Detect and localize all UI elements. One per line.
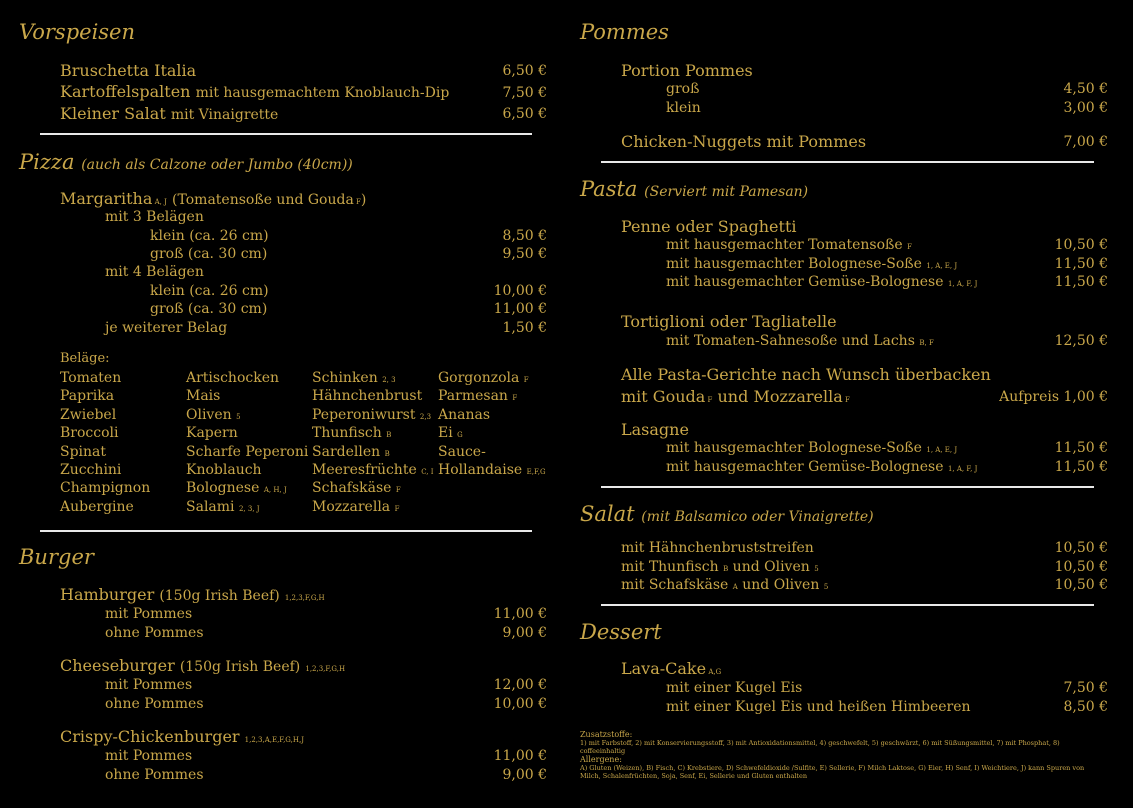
burger-price: 10,00 €	[493, 695, 547, 712]
burger-item: Crispy-Chickenburger 1,2,3,A,E,F,G,H,J	[60, 727, 305, 746]
dessert-item: Lava-Cake A,G	[621, 659, 722, 678]
vorspeisen-title: Vorspeisen	[19, 20, 136, 44]
pizza-margaritha: Margaritha A, J (Tomatensoße und Gouda F)	[60, 189, 367, 208]
nuggets-item: Chicken-Nuggets mit Pommes	[621, 132, 867, 151]
pasta-option: mit hausgemachter Bolognese-Soße 1, A, E, J	[666, 440, 958, 456]
burger-option: mit Pommes	[105, 748, 193, 764]
topping-item: Schinken 2, 3	[312, 370, 396, 386]
allergen-text: A) Gluten (Weizen), B) Fisch, C) Krebstiere, D) Schwefeldioxide /Sulfite, E) Sellerie, F) Milch Laktose, G) Eier, H) Senf, I) Weichtiere, J) kann Spuren von Milch, Schalenfrüchten, Soja, Senf, Ei, Sellerie und Gluten enthalten	[580, 764, 1085, 780]
vorspeisen-price: 7,50 €	[502, 85, 547, 101]
pommes-size: groß	[666, 81, 700, 97]
topping-item: Parmesan F	[438, 388, 518, 405]
salat-price: 10,50 €	[1054, 577, 1108, 593]
salat-price: 10,50 €	[1054, 540, 1108, 556]
salat-item: mit Thunfisch B und Oliven 5	[621, 558, 819, 575]
divider	[601, 604, 1094, 606]
burger-price: 12,00 €	[493, 677, 547, 693]
topping-item: Paprika	[60, 388, 115, 405]
pasta-option: mit hausgemachter Gemüse-Bolognese 1, A, F, J	[666, 274, 978, 290]
dessert-price: 8,50 €	[1063, 698, 1108, 715]
vorspeisen-price: 6,50 €	[502, 63, 547, 79]
pizza-price: 11,00 €	[493, 301, 547, 317]
nuggets-price: 7,00 €	[1063, 134, 1108, 150]
topping-item: Tomaten	[60, 370, 122, 386]
toppings-title: Beläge:	[60, 351, 110, 366]
pizza-price: 10,00 €	[493, 283, 547, 299]
pizza-size: klein (ca. 26 cm)	[150, 228, 269, 244]
pasta-option: mit hausgemachter Bolognese-Soße 1, A, E, J	[666, 255, 958, 272]
topping-item: Aubergine	[60, 498, 134, 515]
pommes-price: 4,50 €	[1063, 81, 1108, 97]
zusatz-text: 1) mit Farbstoff, 2) mit Konservierungsstoff, 3) mit Antioxidationsmittel, 4) geschwefelt, 5) geschwärzt, 6) mit Süßungsmittel, 7) mit Phosphat, 8) coffeeinhaltig	[580, 739, 1060, 755]
dessert-title: Dessert	[580, 620, 662, 644]
topping-item: Thunfisch B	[312, 425, 392, 442]
allergen-title: Allergene:	[580, 755, 622, 764]
topping-item: Artischocken	[186, 370, 280, 386]
pizza-title: Pizza (auch als Calzone oder Jumbo (40cm))	[19, 150, 353, 174]
pasta-ueberbacken-line2: mit Gouda F und Mozzarella F	[621, 387, 850, 406]
pommes-title: Pommes	[580, 20, 669, 44]
topping-item: Hähnchenbrust	[312, 388, 423, 405]
topping-item: Ananas	[438, 406, 491, 423]
vorspeisen-item: Bruschetta Italia	[60, 61, 197, 80]
topping-item: Hollandaise E,F,G	[438, 462, 546, 478]
pommes-size: klein	[666, 100, 701, 116]
burger-item: Hamburger (150g Irish Beef) 1,2,3,F,G,H	[60, 585, 325, 604]
pasta-price: 10,50 €	[1054, 237, 1108, 253]
burger-price: 11,00 €	[493, 606, 547, 622]
vorspeisen-item: Kartoffelspalten mit hausgemachtem Knoblauch-Dip	[60, 82, 450, 101]
pasta-title: Pasta (Serviert mit Pamesan)	[580, 177, 809, 201]
pizza-price: 9,50 €	[502, 246, 547, 262]
topping-item: Zwiebel	[60, 406, 117, 423]
divider	[601, 486, 1094, 488]
pasta-price: 11,50 €	[1054, 458, 1108, 475]
pasta-lasagne: Lasagne	[621, 420, 689, 439]
topping-item: Mais	[186, 388, 221, 405]
pizza-group-label: mit 3 Belägen	[105, 209, 204, 225]
topping-item: Ei G	[438, 425, 463, 442]
vorspeisen-price: 6,50 €	[502, 106, 547, 122]
pizza-group-label: mit 4 Belägen	[105, 264, 204, 280]
pasta-option: mit hausgemachter Tomatensoße F	[666, 237, 912, 253]
burger-price: 11,00 €	[493, 748, 547, 764]
burger-price: 9,00 €	[502, 624, 547, 641]
dessert-price: 7,50 €	[1063, 680, 1108, 696]
burger-option: mit Pommes	[105, 606, 193, 622]
vorspeisen-item: Kleiner Salat mit Vinaigrette	[60, 104, 279, 123]
pommes-portion: Portion Pommes	[621, 61, 753, 80]
salat-item: mit Hähnchenbruststreifen	[621, 540, 814, 556]
topping-item: Scharfe Peperoni	[186, 443, 309, 460]
divider	[40, 530, 532, 532]
dessert-option: mit einer Kugel Eis	[666, 680, 803, 696]
pizza-price: 8,50 €	[502, 228, 547, 244]
topping-item: Gorgonzola F	[438, 370, 529, 386]
burger-price: 9,00 €	[502, 766, 547, 783]
topping-item: Sauce-	[438, 443, 486, 460]
pasta-price: 11,50 €	[1054, 255, 1108, 272]
topping-item: Kapern	[186, 425, 238, 442]
burger-option: mit Pommes	[105, 677, 193, 693]
topping-item: Bolognese A, H, J	[186, 480, 287, 497]
pasta-ueberbacken: Alle Pasta-Gerichte nach Wunsch überbacken	[621, 365, 991, 384]
pasta-ueberbacken-price: Aufpreis 1,00 €	[999, 389, 1108, 405]
topping-item: Champignon	[60, 480, 151, 497]
burger-option: ohne Pommes	[105, 695, 204, 712]
pasta-price: 11,50 €	[1054, 440, 1108, 456]
pasta-penne: Penne oder Spaghetti	[621, 217, 797, 236]
pizza-size: groß (ca. 30 cm)	[150, 301, 268, 317]
burger-option: ohne Pommes	[105, 624, 204, 641]
pizza-size: groß (ca. 30 cm)	[150, 246, 268, 262]
pommes-price: 3,00 €	[1063, 100, 1108, 116]
topping-item: Oliven 5	[186, 406, 241, 423]
pizza-extra-price: 1,50 €	[502, 320, 547, 336]
salat-title: Salat (mit Balsamico oder Vinaigrette)	[580, 502, 874, 526]
pizza-extra-label: je weiterer Belag	[105, 320, 228, 336]
pizza-size: klein (ca. 26 cm)	[150, 283, 269, 299]
topping-item: Meeresfrüchte C, I	[312, 462, 434, 478]
pasta-price: 11,50 €	[1054, 274, 1108, 290]
topping-item: Spinat	[60, 443, 107, 460]
pasta-tortiglioni: Tortiglioni oder Tagliatelle	[621, 312, 837, 331]
topping-item: Peperoniwurst 2,3	[312, 406, 432, 423]
topping-item: Sardellen B	[312, 443, 390, 460]
salat-item: mit Schafskäse A und Oliven 5	[621, 577, 829, 593]
divider	[40, 133, 532, 135]
divider	[601, 161, 1094, 163]
topping-item: Mozzarella F	[312, 498, 400, 515]
topping-item: Schafskäse F	[312, 480, 401, 497]
pasta-option: mit hausgemachter Gemüse-Bolognese 1, A, F, J	[666, 458, 978, 475]
topping-item: Knoblauch	[186, 462, 262, 478]
topping-item: Broccoli	[60, 425, 119, 442]
footnotes	[580, 730, 1100, 780]
burger-title: Burger	[19, 545, 94, 569]
pasta-option: mit Tomaten-Sahnesoße und Lachs B, F	[666, 333, 934, 349]
topping-item: Zucchini	[60, 462, 122, 478]
burger-item: Cheeseburger (150g Irish Beef) 1,2,3,F,G,H	[60, 656, 346, 675]
burger-option: ohne Pommes	[105, 766, 204, 783]
dessert-option: mit einer Kugel Eis und heißen Himbeeren	[666, 698, 971, 715]
salat-price: 10,50 €	[1054, 558, 1108, 575]
zusatz-title: Zusatzstoffe:	[580, 730, 633, 739]
pasta-price: 12,50 €	[1054, 333, 1108, 349]
topping-item: Salami 2, 3, J	[186, 498, 260, 515]
